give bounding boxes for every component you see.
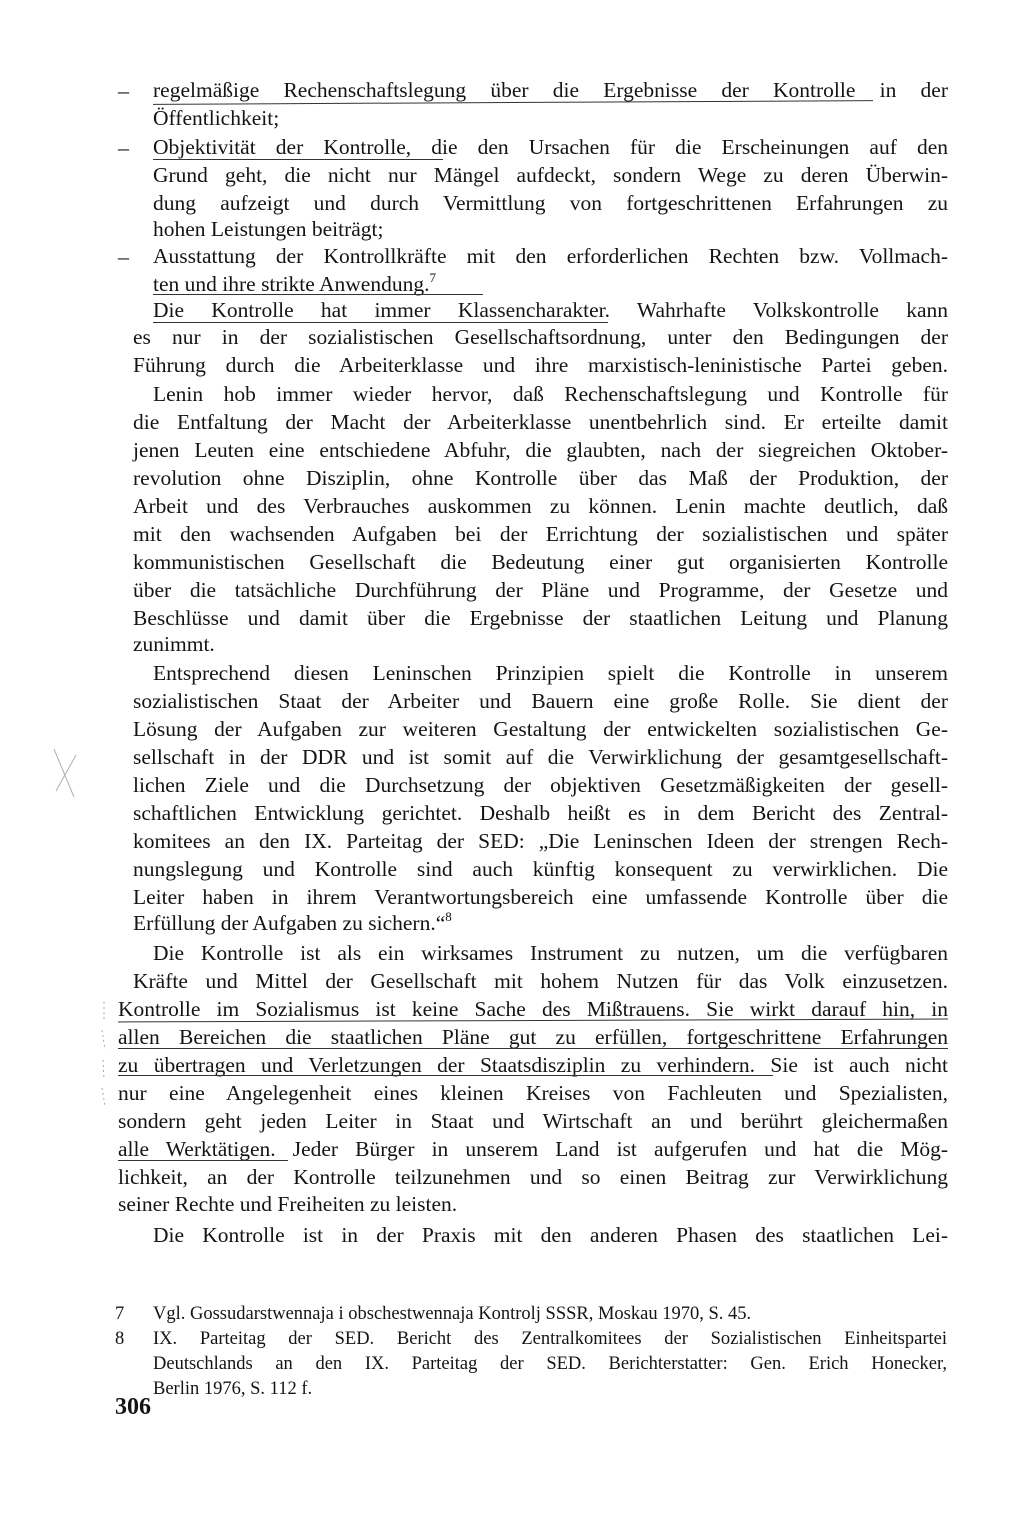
text-line: mit den wachsenden Aufgaben bei der Errichtung der sozialistischen und später [133,522,948,546]
text-line: Kontrolle im Sozialismus ist keine Sache des Mißtrauens. Sie wirkt darauf hin, in [118,997,948,1021]
text-line: zu übertragen und Verletzungen der Staatsdisziplin zu verhindern. Sie ist auch nicht [118,1053,948,1077]
text-line: allen Bereichen die staatlichen Pläne gut zu erfüllen, fortgeschrittene Erfahrungen [118,1025,948,1049]
handwritten-underline [118,1075,773,1076]
text-line: nur eine Angelegenheit eines kleinen Kreises von Fachleuten und Spezialisten, [118,1081,948,1105]
footnote-text-line: Deutschlands an den IX. Parteitag der SED. Berichterstatter: Gen. Erich Honecker, [153,1354,947,1374]
text-line [133,909,452,938]
text-line: sellschaft in der DDR und ist somit auf die Verwirklichung der gesamtgesellschaft- [133,745,948,769]
text-line: Lösung der Aufgaben zur weiteren Gestaltung der entwickelten sozialistischen Ge- [133,717,948,741]
text-line: Die Kontrolle ist als ein wirksames Instrument zu nutzen, um die verfügbaren [153,941,948,965]
text-line-content: Erfüllung der Aufgaben zu sichern.“ [133,911,446,935]
text-line: über die tatsächliche Durchführung der Pläne und Programme, der Gesetze und [133,578,948,602]
handwritten-underline [118,1048,948,1049]
text-line: Lenin hob immer wieder hervor, daß Rechenschaftslegung und Kontrolle für [153,382,948,406]
handwritten-underline [118,1160,288,1161]
text-line-content: ten und ihre strikte Anwendung. [153,272,430,296]
text-line: Arbeit und des Verbrauches auskommen zu können. Lenin machte deutlich, daß [133,494,948,518]
footnote-text: Vgl. Gossudarstwennaja i obschestwennaja Kontrolj SSSR, Moskau 1970, S. 45. [153,1304,752,1324]
text-line: Öffentlichkeit; [153,106,280,130]
text-line: Die Kontrolle hat immer Klassencharakter. Wahrhafte Volkskontrolle kann [153,298,948,322]
text-line: komitees an den IX. Parteitag der SED: „Die Leninschen Ideen der strengen Rech- [133,829,948,853]
bullet-dash: – [118,78,129,103]
margin-scribble-mark [96,1000,112,1115]
handwritten-underline [153,159,443,160]
text-line: alle Werktätigen. Jeder Bürger in unserem Land ist aufgerufen und hat die Mög- [118,1137,948,1161]
text-line: kommunistischen Gesellschaft die Bedeutung einer gut organisierten Kontrolle [133,550,948,574]
text-line: Leiter haben in ihrem Verantwortungsbereich eine umfassende Kontrolle über die [133,885,948,909]
text-line: hohen Leistungen beiträgt; [153,217,384,241]
text-line: sozialistischen Staat der Arbeiter und Bauern eine große Rolle. Sie dient der [133,689,948,713]
text-line: Ausstattung der Kontrollkräfte mit den erforderlichen Rechten bzw. Vollmach- [153,244,948,268]
text-line: dung aufzeigt und durch Vermittlung von fortgeschrittenen Erfahrungen zu [153,191,948,215]
text-line: die Entfaltung der Macht der Arbeiterklasse unentbehrlich sind. Er erteilte damit [133,410,948,434]
text-line: Führung durch die Arbeiterklasse und ihre marxistisch-leninistische Partei geben. [133,353,948,377]
text-line: seiner Rechte und Freiheiten zu leisten. [118,1192,458,1216]
text-line: Kräfte und Mittel der Gesellschaft mit hohem Nutzen für das Volk einzusetzen. [133,969,948,993]
text-line: Beschlüsse und damit über die Ergebnisse der staatlichen Leitung und Planung [133,606,948,630]
text-line: Die Kontrolle ist in der Praxis mit den anderen Phasen des staatlichen Lei- [153,1223,948,1247]
handwritten-underline [153,294,483,295]
page-number: 306 [115,1394,151,1420]
footnote-8 [115,1327,947,1352]
text-line: nungslegung und Kontrolle sind auch künftig konsequent zu verwirklichen. Die [133,857,948,881]
footnote-number: 8 [115,1329,125,1349]
margin-scribble-mark [50,745,80,813]
bullet-dash: – [118,135,129,160]
text-line: zunimmt. [133,632,215,656]
text-line: revolution ohne Disziplin, ohne Kontrolle über das Maß der Produktion, der [133,466,948,490]
handwritten-underline [153,322,608,323]
footnote-text-line: Berlin 1976, S. 112 f. [153,1379,313,1399]
text-line: jenen Leuten eine entschiedene Abfuhr, die glaubten, nach der siegreichen Oktober- [133,438,948,462]
footnote-ref-7: 7 [429,270,436,285]
text-line: lichen Ziele und die Durchsetzung der objektiven Gesetzmäßigkeiten der gesell- [133,773,948,797]
footnote-number: 7 [115,1304,125,1324]
text-line: Objektivität der Kontrolle, die den Ursachen für die Erscheinungen auf den [153,135,948,159]
text-line: Grund geht, die nicht nur Mängel aufdeckt, sondern Wege zu deren Überwin- [153,163,948,187]
footnote-7 [115,1302,947,1327]
text-line: lichkeit, an der Kontrolle teilzunehmen und so einen Beitrag zur Verwirklichung [118,1165,948,1189]
text-line: es nur in der sozialistischen Gesellschaftsordnung, unter den Bedingungen der [133,325,948,349]
bullet-dash: – [118,244,129,269]
footnote-text: IX. Parteitag der SED. Bericht des Zentralkomitees der Sozialistischen Einheitspartei [153,1329,947,1349]
text-line: regelmäßige Rechenschaftslegung über die Ergebnisse der Kontrolle in der [153,78,948,102]
text-line: sondern geht jeden Leiter in Staat und Wirtschaft an und berührt gleichermaßen [118,1109,948,1133]
text-line: schaftlichen Entwicklung gerichtet. Deshalb heißt es in dem Bericht des Zentral- [133,801,948,825]
footnote-ref-8: 8 [445,909,452,924]
text-line: Entsprechend diesen Leninschen Prinzipien spielt die Kontrolle in unserem [153,661,948,685]
